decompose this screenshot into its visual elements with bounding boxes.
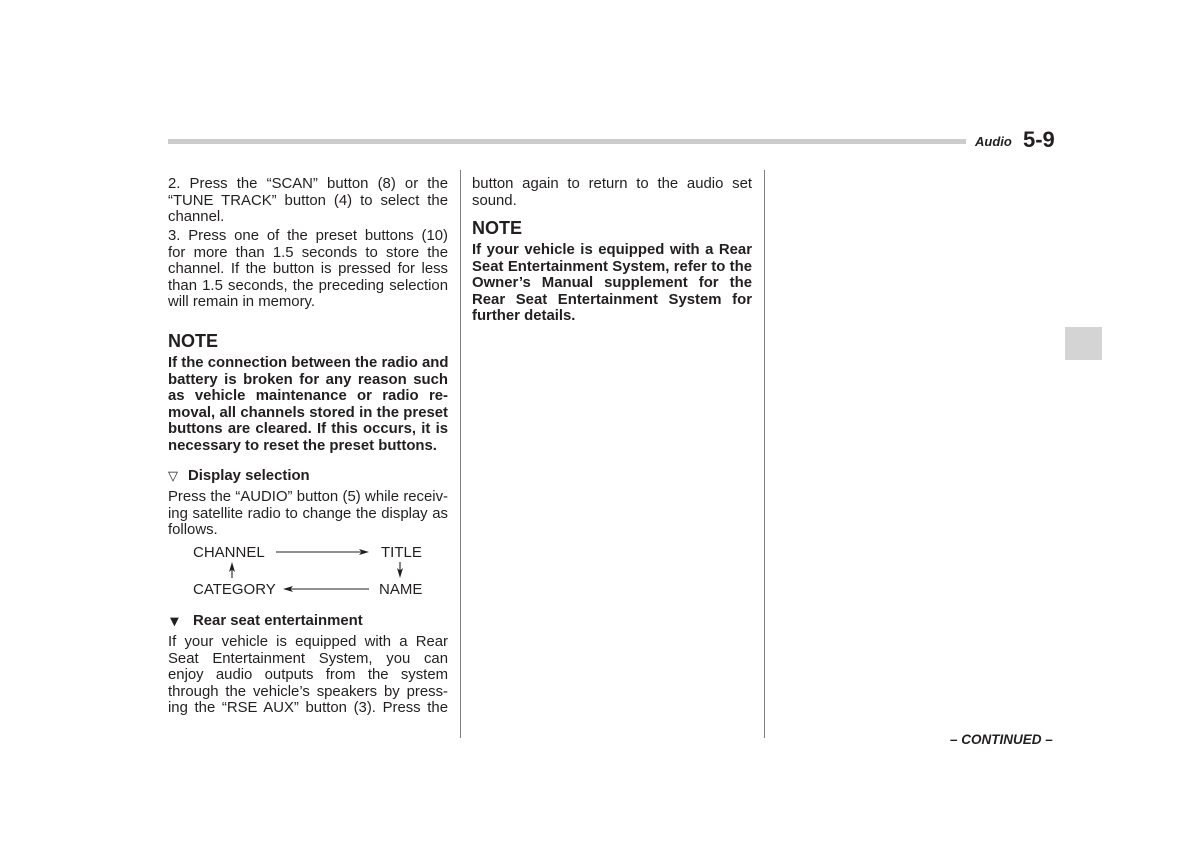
page-number: 5-9: [1023, 127, 1055, 152]
note-line: Owner’s Manual supplement for the: [472, 275, 752, 292]
note-line: Rear Seat Entertainment System for: [472, 291, 752, 308]
column-divider-right: [764, 170, 765, 738]
note-line: further details.: [472, 308, 576, 325]
step-3-line: channel. If the button is pressed for less: [168, 261, 448, 278]
step-3-line: 3. Press one of the preset buttons (10): [168, 228, 448, 244]
display-selection-line: follows.: [168, 522, 218, 539]
display-selection-line: ing satellite radio to change the display as: [168, 505, 448, 522]
rear-seat-line: If your vehicle is equipped with a Rear: [168, 634, 448, 650]
diagram-label-channel: CHANNEL: [193, 544, 265, 561]
display-selection-paragraph: [168, 489, 448, 539]
up-arrow-icon: [229, 562, 235, 578]
note-line: necessary to reset the preset buttons.: [168, 437, 437, 454]
note-line: If your vehicle is equipped with a Rear: [472, 242, 752, 258]
continued-label: – CONTINUED –: [950, 732, 1053, 747]
display-selection-heading-text: Display selection: [188, 468, 310, 484]
note-line: battery is broken for any reason such: [168, 371, 448, 388]
display-selection-line: Press the “AUDIO” button (5) while receiv-: [168, 489, 448, 505]
rear-seat-entertainment-paragraph: [168, 634, 448, 717]
step-2-line: 2. Press the “SCAN” button (8) or the: [168, 176, 448, 192]
header-rule: [168, 139, 966, 144]
rear-seat-line: ing the “RSE AUX” button (3). Press the: [168, 700, 448, 717]
continuation-paragraph: [472, 176, 752, 209]
step-2-paragraph: [168, 176, 448, 226]
continuation-line: button again to return to the audio set: [472, 176, 752, 192]
note-line: Seat Entertainment System, refer to the: [472, 258, 752, 275]
section-name: Audio: [975, 134, 1012, 149]
down-arrow-icon: [397, 562, 403, 578]
rear-seat-entertainment-heading: [168, 613, 448, 630]
step-2-line: “TUNE TRACK” button (4) to select the: [168, 192, 448, 209]
chapter-thumb-tab: [1065, 327, 1102, 360]
rear-seat-entertainment-heading-text: Rear seat entertainment: [193, 613, 363, 629]
diagram-label-category: CATEGORY: [193, 581, 276, 598]
left-arrow-icon: [283, 586, 369, 592]
note-line: moval, all channels stored in the preset: [168, 404, 448, 421]
note-line: as vehicle maintenance or radio re-: [168, 388, 448, 405]
solid-triangle-marker-icon: ▼: [170, 614, 179, 628]
note-body: [168, 355, 448, 455]
rear-seat-line: through the vehicle’s speakers by press-: [168, 683, 448, 700]
step-3-line: than 1.5 seconds, the preceding selection: [168, 277, 448, 294]
right-arrow-icon: [276, 549, 369, 555]
note-line: If the connection between the radio and: [168, 355, 449, 371]
note-line: buttons are cleared. If this occurs, it is: [168, 421, 448, 438]
display-selection-heading: [168, 468, 448, 486]
rear-seat-line: Seat Entertainment System, you can: [168, 650, 448, 667]
step-3-line: will remain in memory.: [168, 294, 316, 311]
step-2-line: channel.: [168, 209, 225, 226]
diagram-label-name: NAME: [379, 581, 423, 598]
outline-triangle-marker-icon: ▽: [168, 469, 178, 484]
note-body: [472, 242, 752, 325]
step-3-line: for more than 1.5 seconds to store the: [168, 244, 448, 261]
column-divider-left: [460, 170, 461, 738]
continuation-line: sound.: [472, 192, 517, 209]
rear-seat-line: enjoy audio outputs from the system: [168, 667, 448, 684]
note-heading: NOTE: [472, 218, 523, 238]
step-3-paragraph: [168, 228, 448, 311]
diagram-label-title: TITLE: [381, 544, 422, 561]
note-heading: NOTE: [168, 331, 219, 351]
display-cycle-arrows: [168, 540, 448, 600]
